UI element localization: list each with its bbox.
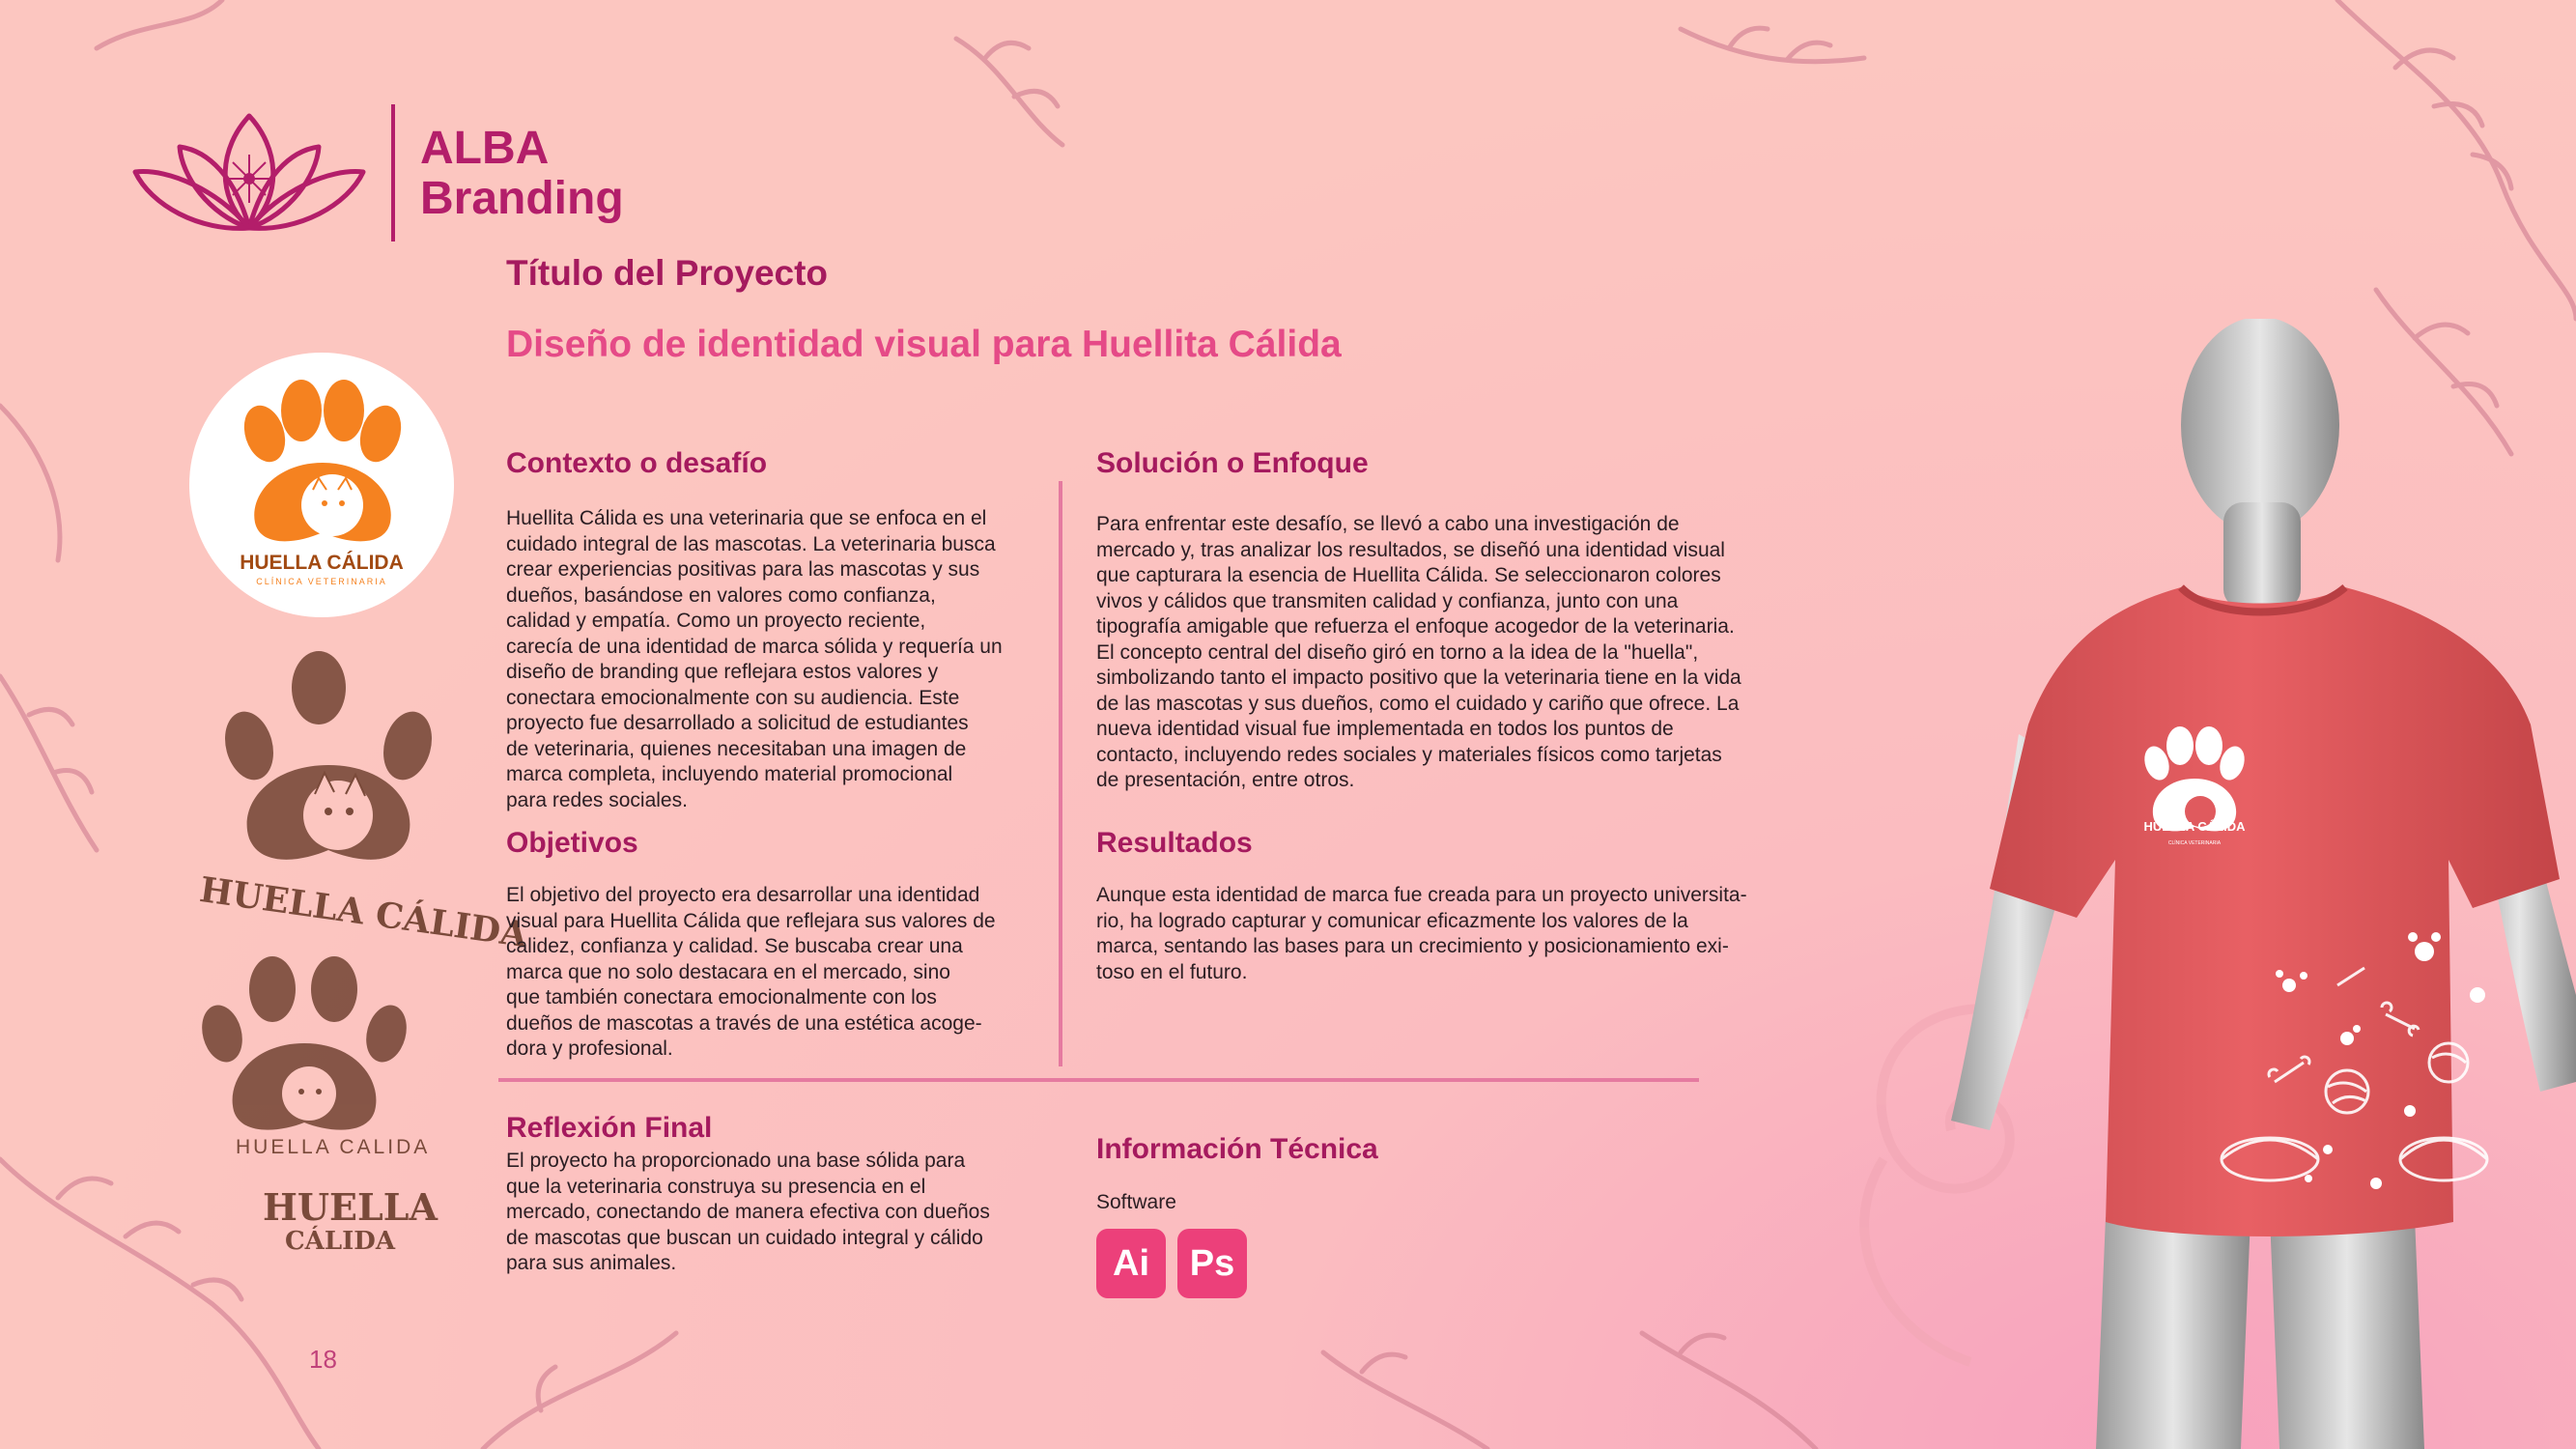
shirt-logo-tagline: CLÍNICA VETERINARIA — [2167, 840, 2222, 846]
reflection-line: El proyecto ha proporcionado una base sólida para — [506, 1150, 966, 1172]
context-line: cuidado integral de las mascotas. La veterinaria busca — [506, 532, 996, 555]
context-heading: Contexto o desafío — [506, 447, 768, 479]
objectives-body — [506, 883, 1047, 1063]
solution-line: de las mascotas y sus dueños, como el cuidado y cariño que ofrece. La — [1096, 692, 1740, 715]
context-line: dueños, basándose en valores como confianza, — [506, 583, 936, 607]
brand-name-line2: Branding — [420, 173, 624, 224]
solution-line: contacto, incluyendo redes sociales y materiales físicos como tarjetas — [1096, 743, 1722, 766]
solution-line: Para enfrentar este desafío, se llevó a cabo una investigación de — [1096, 513, 1680, 535]
context-line: Huellita Cálida es una veterinaria que se enfoca en el — [506, 507, 987, 529]
context-line: diseño de branding que reflejara estos valores y — [506, 661, 939, 683]
tshirt-mockup — [1922, 319, 2576, 1449]
shirt-logo-name: HUELLA CÁLIDA — [2143, 819, 2246, 834]
software-label: Software — [1096, 1191, 1176, 1213]
objectives-line: dueños de mascotas a través de una estética acoge- — [506, 1011, 982, 1035]
photoshop-icon: Ps — [1177, 1229, 1247, 1298]
sketch-logo-2-name: HUELLA CALIDA — [236, 1136, 431, 1158]
lotus-logo-icon — [131, 108, 367, 243]
solution-body — [1096, 512, 1811, 794]
context-line: marca completa, incluyendo material promocional — [506, 763, 953, 785]
tech-heading: Información Técnica — [1096, 1133, 1378, 1165]
sketch-logo-3-line1: HUELLA — [263, 1185, 438, 1229]
objectives-line: que también conectara emocionalmente con los — [506, 986, 937, 1009]
main-logo — [189, 353, 454, 617]
reflection-line: para sus animales. — [506, 1252, 677, 1274]
sketch-logo-1-name: HUELLA CÁLIDA — [197, 869, 530, 956]
context-line: de veterinaria, quienes necesitaban una imagen de — [506, 737, 967, 760]
solution-line: vivos y cálidos que transmiten calidad y confianza, junto con una — [1096, 589, 1679, 612]
results-heading: Resultados — [1096, 827, 1253, 859]
objectives-line: marca que no solo destacara en el mercado, sino — [506, 960, 950, 983]
section-divider — [498, 1078, 1699, 1082]
brand-name — [420, 124, 624, 224]
main-logo-name: HUELLA CÁLIDA — [240, 552, 404, 574]
reflection-heading: Reflexión Final — [506, 1112, 713, 1144]
context-line: proyecto fue desarrollado a solicitud de estudiantes — [506, 712, 969, 734]
solution-line: El concepto central del diseño giró en torno a la idea de la "huella", — [1096, 640, 1699, 664]
reflection-body — [506, 1149, 1047, 1277]
context-line: carecía de una identidad de marca sólida y requería un — [506, 635, 1003, 658]
brand-name-line1: ALBA — [420, 123, 550, 174]
solution-line: mercado y, tras analizar los resultados, se diseñó una identidad visual — [1096, 538, 1725, 561]
sketch-paw-icon-2 — [193, 956, 415, 1140]
objectives-line: dora y profesional. — [506, 1037, 673, 1060]
illustrator-icon: Ai — [1096, 1229, 1166, 1298]
paw-icon — [220, 378, 423, 548]
context-body — [506, 506, 1047, 813]
results-line: marca, sentando las bases para un crecimiento y posicionamiento exi- — [1096, 935, 1729, 957]
sketch-logo-3 — [263, 1185, 438, 1256]
solution-heading: Solución o Enfoque — [1096, 447, 1369, 479]
project-title-label: Título del Proyecto — [506, 253, 829, 293]
sketch-logo-3-line2: CÁLIDA — [284, 1227, 396, 1256]
objectives-line: visual para Huellita Cálida que reflejara sus valores de — [506, 909, 996, 932]
context-line: crear experiencias positivas para las mascotas y sus — [506, 558, 980, 581]
column-divider — [1059, 481, 1062, 1066]
results-line: Aunque esta identidad de marca fue creada para un proyecto universita- — [1096, 884, 1747, 906]
sketch-paw-icon-1 — [193, 649, 466, 881]
results-line: rio, ha logrado capturar y comunicar eficazmente los valores de la — [1096, 909, 1688, 932]
solution-line: simbolizando tanto el impacto positivo que la veterinaria tiene en la vida — [1096, 667, 1741, 689]
project-subtitle: Diseño de identidad visual para Huellita Cálida — [506, 324, 1342, 365]
results-line: toso en el futuro. — [1096, 960, 1248, 983]
solution-line: tipografía amigable que refuerza el enfoque acogedor de la veterinaria. — [1096, 615, 1735, 638]
context-line: calidad y empatía. Como un proyecto reciente, — [506, 610, 926, 632]
objectives-line: calidez, confianza y calidad. Se buscaba crear una — [506, 935, 963, 957]
solution-line: que capturara la esencia de Huellita Cálida. Se seleccionaron colores — [1096, 564, 1721, 586]
solution-line: de presentación, entre otros. — [1096, 769, 1355, 791]
page-number: 18 — [309, 1345, 337, 1374]
reflection-line: mercado, conectando de manera efectiva con dueños — [506, 1201, 990, 1223]
results-body — [1096, 883, 1811, 985]
context-line: para redes sociales. — [506, 788, 688, 811]
main-logo-tagline: CLÍNICA VETERINARIA — [256, 577, 387, 586]
brand-divider — [391, 104, 395, 242]
context-line: conectara emocionalmente con su audiencia. Este — [506, 686, 960, 709]
reflection-line: que la veterinaria construya su presencia en el — [506, 1175, 926, 1198]
objectives-line: El objetivo del proyecto era desarrollar una identidad — [506, 884, 980, 906]
solution-line: nueva identidad visual fue implementada en todos los puntos de — [1096, 718, 1674, 740]
reflection-line: de mascotas que buscan un cuidado integral y cálido — [506, 1226, 983, 1249]
objectives-heading: Objetivos — [506, 827, 638, 859]
